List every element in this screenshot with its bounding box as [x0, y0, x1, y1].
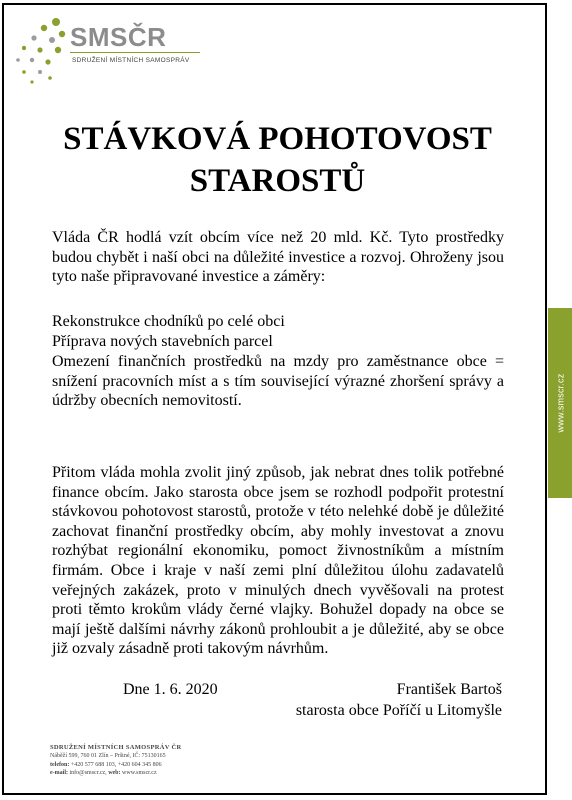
logo-dots-icon: [12, 12, 72, 92]
footer-phone-label: telefon:: [50, 761, 70, 768]
footer-email-label: e-mail:: [50, 770, 68, 776]
intro-paragraph: Vláda ČR hodlá vzít obcím více než 20 mld. Kč. Tyto prostředky budou chybět i naší obci na důležité investice a rozvoj. Ohroženy jsou tyto naše připravované investice a záměry:: [52, 229, 504, 286]
footer-organization: SDRUŽENÍ MÍSTNÍCH SAMOSPRÁV ČR: [50, 744, 182, 751]
footer-email[interactable]: info@smscr.cz,: [69, 770, 107, 776]
organization-logo: [12, 12, 212, 92]
logo-divider: [70, 52, 200, 53]
list-item: Příprava nových stavebních parcel: [52, 332, 273, 350]
page-title: [30, 118, 525, 202]
finance-paragraph: Omezení finančních prostředků na mzdy pro zaměstnance obce = snížení pracovních míst a s tím související výrazné zhoršení správy a údržby obecních nemovitostí.: [52, 353, 504, 410]
website-link[interactable]: www.smscr.cz: [555, 373, 565, 433]
footer: [50, 743, 310, 778]
signature-role: starosta obce Poříčí u Litomyšle: [295, 702, 502, 719]
logo-title: SMSČR: [70, 22, 167, 52]
protest-paragraph: Přitom vláda mohla zvolit jiný způsob, jak nebrat dnes tolik potřebné finance obcím. Jako starosta obce jsem se rozhodl podpořit protestní stávkovou pohotovost starostů, protože v této nelehké době je důležité zachovat finanční prostředky obcím, aby mohly investovat a znovu rozhýbat regionální ekonomiku, pomoct živnostníkům a místním firmám. Obce i kraje v naší zemi plní důležitou úlohu zadavatelů veřejných zakázek, proto v minulých dnech vyvěšovali na protest proti těmto krokům vlády černé vlajky. Bohužel dopady na obce se mají ještě dalšími návrhy zákonů prohloubit a je důležité, aby se obce již ozvaly zásadně proti takovým návrhům.: [52, 464, 504, 658]
footer-address: Náběží 599, 760 01 Zlín – Prštné, IČ: 75130165: [50, 753, 166, 759]
footer-phone: +420 577 688 103, +420 604 345 806: [70, 761, 162, 768]
footer-web[interactable]: www.smscr.cz: [122, 770, 157, 776]
website-side-tab: [548, 308, 572, 498]
list-item: Rekonstrukce chodníků po celé obci: [52, 313, 285, 330]
investment-list: [52, 312, 504, 351]
title-line-2: STAROSTŮ: [189, 163, 366, 199]
footer-phone-line: [50, 761, 310, 770]
title-line-1: STÁVKOVÁ POHOTOVOST: [63, 121, 492, 157]
signature-name: František Bartoš: [396, 681, 502, 698]
signature-date: Dne 1. 6. 2020: [123, 681, 218, 698]
footer-web-label: web:: [108, 770, 121, 776]
footer-contact-line: [50, 769, 310, 778]
logo-subtitle: SDRUŽENÍ MÍSTNÍCH SAMOSPRÁV: [72, 57, 190, 64]
